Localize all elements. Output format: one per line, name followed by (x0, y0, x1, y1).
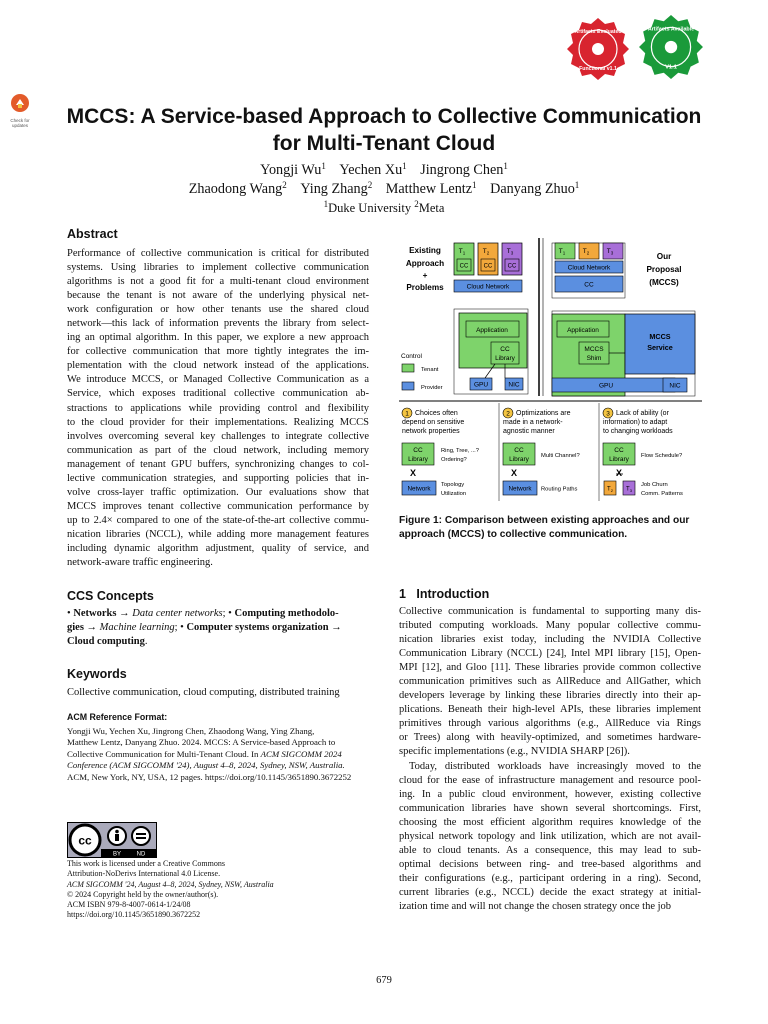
check-updates-label: Check for updates (10, 118, 30, 128)
svg-text:Ordering?: Ordering? (441, 457, 467, 463)
svg-text:Network: Network (508, 485, 532, 493)
text-line: including dynamic algorithm adjustment, quality of service, and (67, 542, 369, 554)
svg-text:network properties: network properties (402, 428, 460, 435)
author: Matthew Lentz$^1$ (385, 180, 477, 197)
svg-text:Multi Channel?: Multi Channel? (541, 453, 580, 459)
text-line: Communication Library (NCCL) [24], Intel MPI library [15], Open- (399, 648, 701, 660)
svg-text:T2: $T_2$ (607, 486, 613, 493)
text-line: MPI [12], and Gloo [11]. These libraries provide common collective (399, 662, 701, 674)
svg-text:1: 1 (405, 410, 409, 418)
svg-text:Artifacts Evaluated: Artifacts Evaluated (574, 29, 622, 35)
text-line: or Trees) along with heavily-optimized, and sometimes hardware- (399, 732, 701, 744)
acm-reference: ACM Reference Format: Yongji Wu, Yechen Xu, Jingrong Chen, Zhaodong Wang, Ying Zhang, Matthew Lentz, Danyang Zhuo. 2024. MCCS: A Service-based Approach to Collective Communication for Multi-Tenant Cloud. In ACM SIGCOMM 2024 Conference (ACM SIGCOMM '24), August 4–8, 2024, Sydney, NSW, Australia. ACM, New York, NY, USA, 12 pages. https://doi.org/10.1145/3651890.3672252 (67, 712, 369, 784)
svg-text:depend on sensitive: depend on sensitive (402, 419, 465, 426)
svg-text:2: 2 (506, 410, 510, 418)
text-line: communication primitives such as AllReduce and AllGather, which (399, 676, 701, 688)
svg-text:T3: $T_3$ (626, 486, 632, 493)
svg-text:CC: CC (584, 281, 594, 289)
text-line: volve cross-layer traffic optimization. Our evaluations show that (67, 486, 369, 498)
paper-title (40, 103, 728, 157)
title-line-2: for Multi-Tenant Cloud (272, 132, 496, 155)
svg-text:T1: $T_1$ (458, 248, 466, 256)
svg-text:V1.1: V1.1 (665, 64, 677, 71)
cc-nd-label: ND (136, 851, 146, 858)
text-line: algorithms is not a good fit for a multi-tenant cloud environment (67, 276, 369, 288)
svg-text:CC: CC (459, 263, 469, 270)
svg-text:(MCCS): (MCCS) (649, 278, 679, 287)
text-line: because the tenant is not aware of the underlying physical net- (67, 290, 369, 302)
svg-text:T3: $T_3$ (506, 248, 514, 256)
doi-link[interactable]: ACM, New York, NY, USA, 12 pages. https://doi.org/10.1145/3651890.3672252 (67, 771, 352, 782)
svg-text:cc: cc (78, 833, 92, 848)
svg-text:Library: Library (509, 456, 529, 463)
text-line: ization time and will not change the chosen strategy once the job (399, 900, 672, 912)
text-line: current libraries (e.g., NCCL) decide the exact strategy at initial- (399, 886, 701, 898)
svg-text:Existing: Existing (409, 246, 441, 255)
affiliations: $^1$Duke University $^2$Meta (323, 199, 445, 215)
svg-text:GPU: GPU (598, 382, 614, 390)
license-doi-link[interactable]: https://doi.org/10.1145/3651890.3672252 (67, 910, 201, 920)
author: Danyang Zhuo$^1$ (490, 180, 580, 197)
svg-text:Network: Network (407, 485, 431, 493)
svg-text:Shim: Shim (586, 355, 602, 362)
text-line: able to cloud tenants. As a consequence, this may lead to sub- (399, 844, 701, 856)
text-line: communication as part of the cloud network, including memory (67, 444, 369, 456)
text-line: ing an optimal algorithm. In this paper, we explore a new approach (67, 332, 369, 344)
svg-text:Application: Application (567, 327, 599, 334)
svg-text:Flow Schedule?: Flow Schedule? (641, 453, 683, 459)
svg-text:Tenant: Tenant (421, 367, 439, 373)
svg-text:Application: Application (476, 327, 508, 334)
svg-text:X: X (615, 468, 623, 478)
svg-text:Service: Service (647, 343, 673, 352)
svg-text:CC: CC (614, 447, 624, 454)
svg-text:Cloud Network: Cloud Network (466, 283, 510, 291)
text-line: Today, distributed workloads have increasingly moved to the (409, 760, 701, 772)
ccs-body: • Networks → Data center networks; • Computing methodolo- gies → Machine learning; • Computer systems organization → Cloud computing. (67, 608, 342, 648)
check-for-updates[interactable] (5, 93, 35, 128)
svg-text:T2: $T_2$ (482, 248, 490, 256)
svg-text:Our: Our (656, 252, 672, 261)
author: Yechen Xu$^1$ (339, 161, 407, 178)
keywords-heading: Keywords (67, 667, 127, 681)
figure-caption: Figure 1: Comparison between existing approaches and our approach (MCCS) to collective communication. (399, 515, 690, 540)
text-line: physical network topology and link utilization, which are not avail- (399, 830, 701, 842)
text-line: plications. Beneath their high-level APIs, these libraries implement (399, 704, 701, 716)
author: Jingrong Chen$^1$ (420, 161, 508, 178)
text-line: plementation with the cloud network instead of the applications. (67, 360, 369, 372)
svg-text:Ring, Tree, ...?: Ring, Tree, ...? (441, 448, 480, 454)
text-line: to the cloud provider for their implementations. Realizing MCCS (67, 416, 369, 428)
svg-text:Comm. Patterns: Comm. Patterns (641, 491, 683, 497)
text-line: optimal decisions between ring- and tree-based algorithms and (399, 858, 701, 870)
text-line: their configurations (e.g., participant ordering in a ring). Second, (399, 872, 701, 884)
svg-text:+: + (422, 271, 428, 280)
svg-text:3: 3 (606, 410, 610, 418)
svg-text:T3: $T_3$ (606, 248, 614, 256)
text-line: We introduce MCCS, or Managed Collective Communication as a (67, 374, 369, 386)
abstract-heading: Abstract (67, 227, 118, 241)
text-line: choosing the most efficient algorithm requires knowledge of the (399, 816, 701, 828)
svg-text:Job Churn: Job Churn (641, 482, 668, 488)
svg-text:Control: Control (401, 353, 422, 360)
svg-text:T2: $T_2$ (582, 248, 590, 256)
text-line: tributed computing workloads. Many popular collective commu- (399, 620, 701, 632)
svg-text:Artifacts Available: Artifacts Available (647, 26, 695, 33)
svg-text:NIC: NIC (669, 382, 681, 390)
svg-text:to changing workloads: to changing workloads (603, 428, 673, 435)
artifacts-available-badge (638, 14, 704, 85)
text-line: MCCS improves tenant collective communication performance by (67, 500, 369, 512)
abstract-body (67, 247, 369, 570)
author: Yongji Wu$^1$ (260, 161, 326, 178)
artifacts-evaluated-badge (566, 17, 630, 86)
text-line: network—this lack of information prevents the library from select- (67, 318, 369, 330)
svg-text:Provider: Provider (421, 385, 443, 391)
text-line: stractions to applications while providing control and flexibility (67, 402, 369, 414)
svg-text:Library: Library (609, 456, 629, 463)
svg-text:Problems: Problems (406, 283, 444, 292)
svg-text:MCCS: MCCS (649, 332, 671, 341)
svg-text:Library: Library (495, 355, 515, 362)
text-line: Service, which exposes traditional collective communication ab- (67, 388, 369, 400)
svg-text:T1: $T_1$ (558, 248, 566, 256)
svg-text:Cloud Network: Cloud Network (567, 264, 611, 272)
svg-text:CC: CC (514, 447, 524, 454)
text-line: systems. Using libraries to implement collective communication (67, 262, 369, 274)
svg-text:Functional v1.1: Functional v1.1 (579, 66, 617, 72)
introduction-heading: 1 Introduction (399, 587, 490, 601)
acm-reference-heading: ACM Reference Format: (67, 712, 168, 722)
svg-text:Routing Paths: Routing Paths (541, 486, 578, 493)
text-line: Performance of collective communication is critical for distributed (67, 248, 369, 259)
svg-text:CC: CC (507, 263, 517, 270)
text-line: for collective communication that more tightly integrates the im- (67, 346, 369, 358)
svg-text:Lack of ability (or: Lack of ability (or (616, 410, 669, 417)
svg-text:information) to adapt: information) to adapt (603, 419, 668, 426)
authors-row-1 (40, 161, 728, 180)
svg-text:made in a network-: made in a network- (503, 419, 563, 426)
ccs-heading: CCS Concepts (67, 589, 154, 603)
authors (40, 161, 728, 199)
text-line: communication libraries have shown several shortcomings. First, (399, 802, 701, 814)
page-number: 679 (376, 975, 392, 986)
introduction-body (399, 605, 701, 914)
text-line: management of tenant GPU buffers, synchronizing changes to col- (67, 458, 369, 470)
creative-commons-logo[interactable] (67, 822, 157, 858)
text-line: work configuration or how other tenants use the shared cloud (67, 304, 369, 316)
text-line: nication libraries (NCCL), while adding more management features (67, 528, 369, 540)
text-line: cloud for the ease of infrastructure management and resource pool- (399, 774, 701, 786)
figure-1 (399, 236, 702, 501)
text-line: involves overcoming several key challenges to integrate collective (67, 430, 369, 442)
svg-text:CC: CC (500, 346, 510, 353)
svg-text:NIC: NIC (508, 381, 520, 389)
license-text: This work is licensed under a Creative Commons Attribution-NoDerivs International 4.0 License. ACM SIGCOMM '24, August 4–8, 2024, Sydney, NSW, Australia © 2024 Copyright held by the owner/author(s). ACM ISBN 979-8-4007-0614-1/24/08 https://doi.org/10.1145/3651890.3672252 (67, 859, 369, 921)
text-line: lective communication strategies, and supporting policies that in- (67, 472, 369, 484)
svg-text:X: X (409, 468, 417, 478)
svg-text:MCCS: MCCS (584, 346, 604, 353)
text-line: network-aware traffic engineering. (67, 557, 213, 569)
text-line: specific implementations (e.g., NVIDIA SHARP [26]). (399, 746, 630, 758)
svg-text:CC: CC (413, 447, 423, 454)
check-updates-icon (7, 93, 33, 113)
svg-text:Topology: Topology (441, 482, 465, 488)
text-line: Collective communication is fundamental to supporting many dis- (399, 606, 701, 617)
svg-text:X: X (510, 468, 518, 478)
cc-by-label: BY (112, 851, 122, 858)
keywords-body: Collective communication, cloud computing, distributed training (67, 687, 340, 698)
svg-text:Library: Library (408, 456, 428, 463)
text-line: nication libraries exist today, including the NVIDIA Collective (399, 634, 701, 646)
title-line-1: MCCS: A Service-based Approach to Collective Communication (66, 105, 702, 128)
text-line: up to 2.4× compared to one of the state-of-the-art collective commu- (67, 514, 369, 526)
author: Ying Zhang$^2$ (300, 180, 373, 197)
svg-text:Optimizations are: Optimizations are (516, 410, 571, 417)
svg-text:Utilization: Utilization (441, 491, 467, 497)
text-line: developers leverage by linking these libraries directly into their ap- (399, 690, 701, 702)
svg-text:Proposal: Proposal (646, 265, 682, 274)
svg-text:CC: CC (483, 263, 493, 270)
svg-text:GPU: GPU (473, 381, 489, 389)
authors-row-2 (40, 180, 728, 199)
text-line: primitives through various algorithms (e.g., AllReduce via Rings (399, 718, 701, 730)
author: Zhaodong Wang$^2$ (188, 180, 287, 197)
text-line: ing. In a public cloud environment, however, existing collective (399, 788, 701, 800)
svg-text:Approach: Approach (405, 259, 445, 268)
svg-text:Choices often: Choices often (415, 410, 458, 417)
svg-text:agnostic manner: agnostic manner (503, 428, 555, 435)
